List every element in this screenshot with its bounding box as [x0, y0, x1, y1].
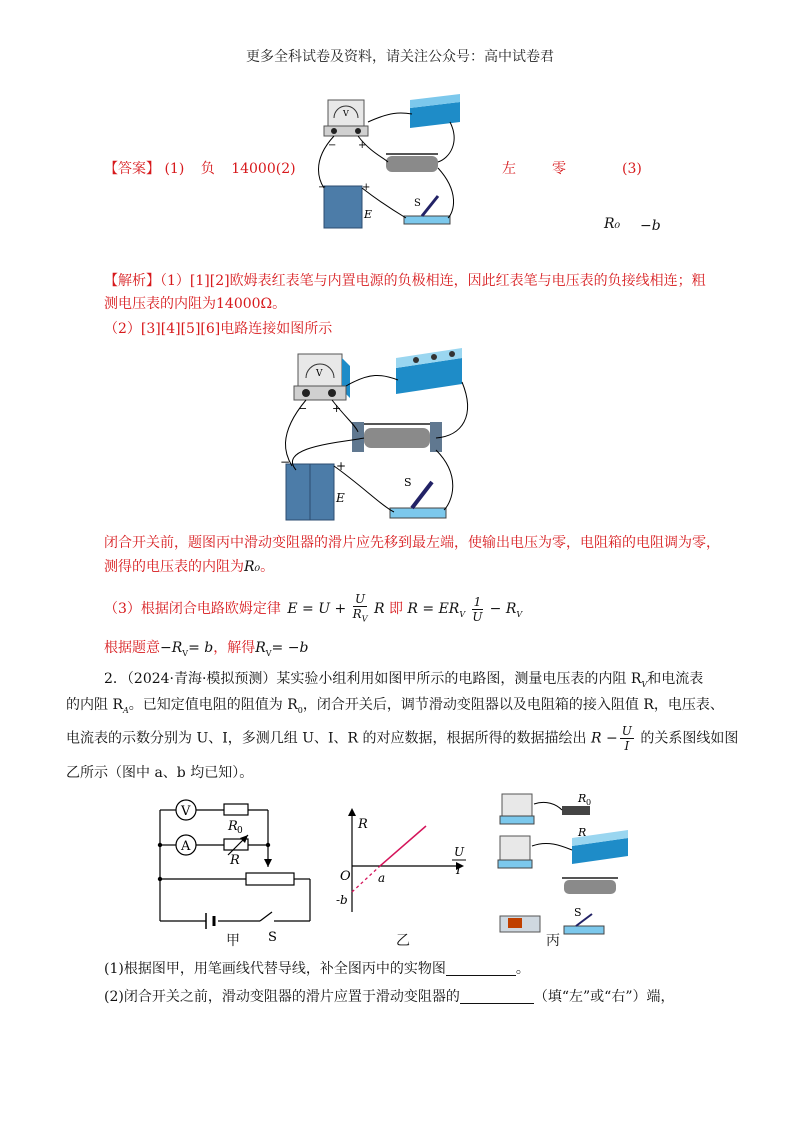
analysis-circuit-diagram	[266, 346, 478, 526]
svg-text:O: O	[340, 869, 351, 884]
svg-text:R: R	[228, 819, 238, 834]
svg-text:R: R	[578, 826, 587, 839]
figure-label-yi: 乙	[396, 933, 410, 949]
svg-text:S: S	[574, 906, 582, 919]
svg-text:S: S	[414, 198, 421, 209]
answer-line: 【答案】 (1) 负 14000(2)	[104, 161, 296, 177]
svg-text:V: V	[316, 369, 323, 379]
answer-circuit-diagram	[300, 92, 470, 234]
svg-text:S: S	[404, 476, 412, 489]
svg-text:0: 0	[237, 826, 243, 836]
answer-p3: (3)	[622, 161, 642, 177]
svg-text:−: −	[318, 182, 327, 193]
analysis-line7: 根据题意$-R_V= b$，解得$R_V= -b$	[104, 640, 309, 658]
svg-text:V: V	[343, 109, 349, 118]
svg-text:0: 0	[586, 798, 592, 807]
svg-text:E: E	[336, 491, 345, 505]
svg-text:+: +	[336, 459, 347, 473]
question-line2: 的内阻 $R_A$。已知定值电阻的阻值为 $R_0$，闭合开关后，调节滑动变阻器以及电阻箱的接入阻值 R，电压表、	[66, 697, 724, 715]
svg-text:a: a	[378, 871, 386, 885]
svg-text:S: S	[268, 930, 277, 945]
answer-label: 【答案】	[104, 161, 160, 177]
svg-text:R: R	[358, 817, 368, 832]
analysis-line5: 测得的电压表的内阻为R₀。	[104, 559, 275, 575]
question-line4: 乙所示（图中 a、b 均已知）。	[66, 765, 254, 781]
svg-text:R: R	[578, 792, 587, 805]
svg-text:I: I	[456, 863, 461, 877]
svg-text:A: A	[181, 839, 191, 854]
svg-text:−: −	[298, 402, 308, 415]
svg-text:R: R	[230, 853, 240, 868]
figure-label-bing: 丙	[546, 933, 560, 949]
figure-label-jia: 甲	[226, 933, 240, 949]
analysis-line2: 测电压表的内阻为14000Ω。	[104, 296, 287, 312]
graph-line-dashed	[352, 866, 380, 892]
svg-text:E: E	[364, 208, 373, 221]
figure-bing-apparatus	[492, 790, 642, 942]
answer-blank-1[interactable]	[446, 959, 516, 976]
analysis-line3: （2）[3][4][5][6]电路连接如图所示	[104, 321, 333, 337]
svg-text:U: U	[454, 845, 465, 859]
svg-text:+: +	[358, 140, 367, 151]
subquestion-1: (1)根据图甲，用笔画线代替导线，补全图丙中的实物图 。	[104, 961, 530, 977]
answer-v3: 左	[502, 161, 516, 177]
answer-v6: −b	[640, 218, 661, 234]
svg-text:-b: -b	[336, 893, 348, 907]
answer-v5: R₀	[604, 216, 621, 232]
svg-text:V: V	[181, 804, 191, 819]
analysis-line6: （3）根据闭合电路欧姆定律 E = U + $\frac{U}{R_V}$ R 即 $R = ER_V$ $\frac{1}{U}$ − $R_V$	[104, 592, 523, 624]
figure-yi-graph	[334, 800, 474, 930]
page-header: 更多全科试卷及资料，请关注公众号：高中试卷君	[246, 49, 554, 65]
question-line1: 2．（2024·青海·模拟预测）某实验小组利用如图甲所示的电路图，测量电压表的内阻 $R_V$和电流表	[104, 671, 704, 689]
svg-text:−: −	[328, 140, 337, 151]
analysis-line1: 【解析】（1）[1][2]欧姆表红表笔与内置电源的负极相连，因此红表笔与电压表的负接线相连；粗	[104, 273, 706, 289]
svg-text:+: +	[332, 402, 342, 415]
graph-line-solid	[380, 826, 426, 866]
analysis-line4: 闭合开关前，题图丙中滑动变阻器的滑片应先移到最左端，使输出电压为零，电阻箱的电阻调为零，	[104, 535, 720, 551]
figure-jia-schematic	[150, 795, 330, 945]
svg-text:−: −	[280, 455, 291, 469]
subquestion-2: (2)闭合开关之前，滑动变阻器的滑片应置于滑动变阻器的 （填“左”或“右”）端，	[104, 989, 675, 1005]
question-line3: 电流表的示数分别为 U、I，多测几组 U、I、R 的对应数据，根据所得的数据描绘出 R − $\frac{U}{I}$ 的关系图线如图	[66, 724, 739, 753]
answer-blank-2[interactable]	[460, 987, 534, 1004]
svg-text:+: +	[362, 182, 371, 193]
analysis-label: 【解析】	[104, 273, 160, 289]
answer-v4: 零	[552, 161, 566, 177]
